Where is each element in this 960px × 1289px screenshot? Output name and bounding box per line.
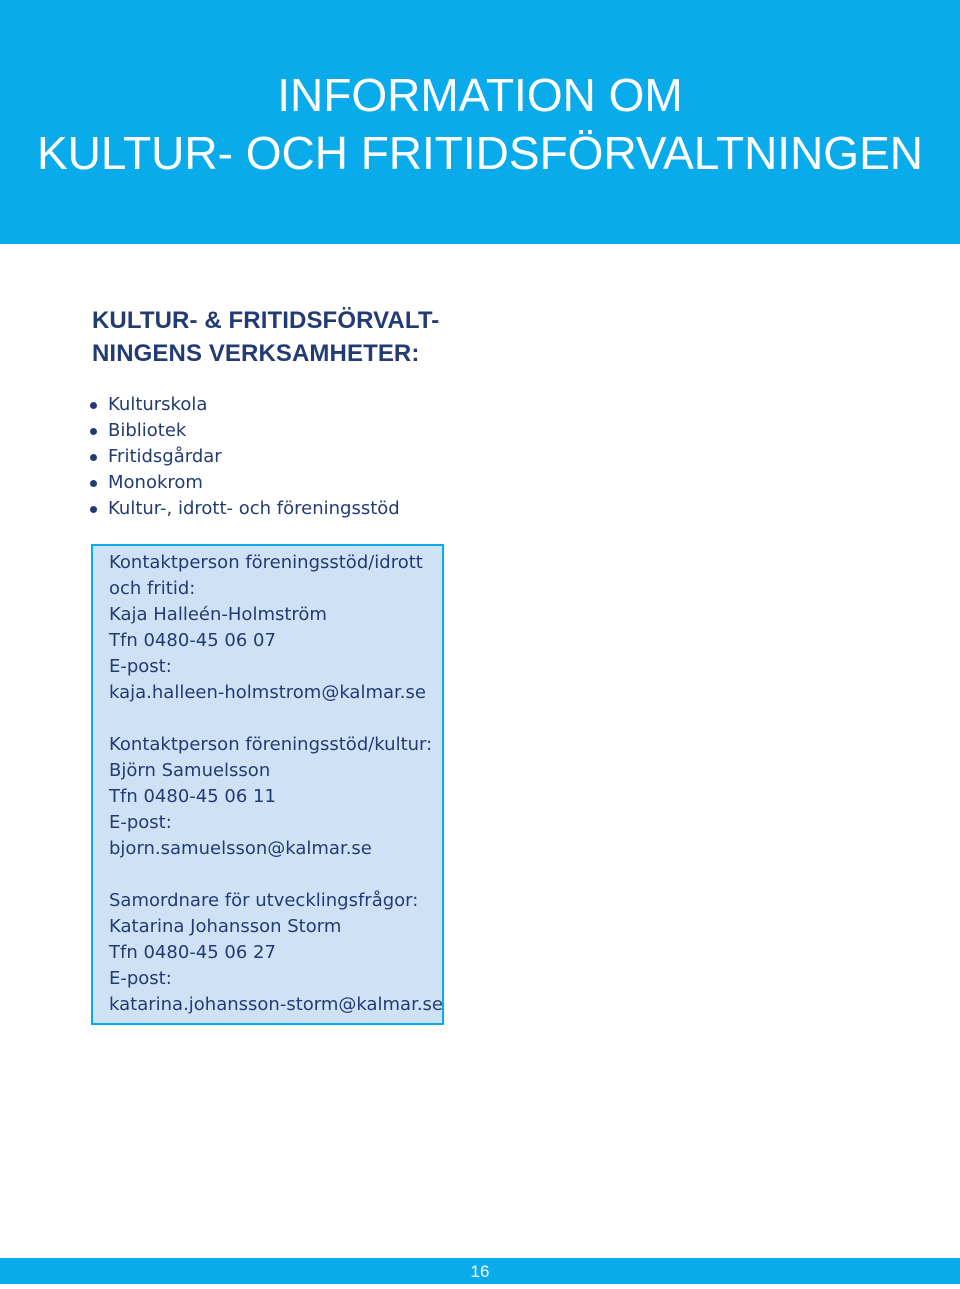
list-item [88,444,400,470]
list-item [88,418,400,444]
page-number: 16 [470,1262,490,1281]
list-item-label: Monokrom [108,472,203,493]
contact-block-kultur [109,732,442,862]
bullet-icon [90,506,97,513]
bullet-icon [90,480,97,487]
bullet-icon [90,454,97,461]
contact-email: bjorn.samuelsson@kalmar.se [109,838,372,859]
section-heading-line-1: KULTUR- & FRITIDSFÖRVALT- [92,307,440,334]
contact-phone: Tfn 0480-45 06 11 [109,786,276,807]
list-item-label: Kultur-, idrott- och föreningsstöd [108,498,400,519]
contact-email: katarina.johansson-storm@kalmar.se [109,994,444,1015]
list-item [88,496,400,522]
activities-list [88,392,400,522]
contact-phone: Tfn 0480-45 06 07 [109,630,276,651]
list-item-label: Kulturskola [108,394,208,415]
list-item-label: Fritidsgårdar [108,446,222,467]
list-item-label: Bibliotek [108,420,187,441]
contact-box [91,544,444,1025]
contact-role: Kontaktperson föreningsstöd/kultur: [109,734,433,755]
contact-email-label: E-post: [109,656,172,677]
contact-name: Björn Samuelsson [109,760,271,781]
contact-role: Samordnare för utvecklingsfrågor: [109,890,419,911]
contact-block-utveckling [109,888,442,1018]
contact-email-label: E-post: [109,812,172,833]
contact-phone: Tfn 0480-45 06 27 [109,942,276,963]
contact-name: Kaja Halleén-Holmström [109,604,327,625]
contact-block-idrott [109,550,442,706]
list-item [88,470,400,496]
contact-role-continued: och fritid: [109,578,196,599]
page-title [0,66,960,182]
page-title-line-2: KULTUR- OCH FRITIDSFÖRVALTNINGEN [37,127,923,179]
contact-email: kaja.halleen-holmstrom@kalmar.se [109,682,426,703]
contact-role: Kontaktperson föreningsstöd/idrott [109,552,423,573]
contact-email-label: E-post: [109,968,172,989]
list-item [88,392,400,418]
page-title-line-1: INFORMATION OM [277,69,683,121]
section-heading-line-2: NINGENS VERKSAMHETER: [92,340,420,367]
bullet-icon [90,428,97,435]
contact-name: Katarina Johansson Storm [109,916,342,937]
section-heading [92,304,439,370]
bullet-icon [90,402,97,409]
